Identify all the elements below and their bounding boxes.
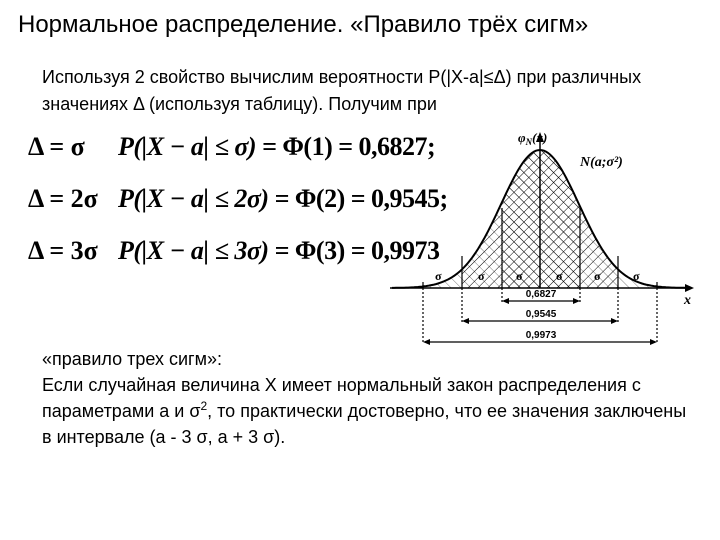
probability-lhs: P(|X − a| ≤ 2σ) = [118, 184, 295, 213]
svg-text:σ: σ [435, 269, 442, 283]
svg-text:σ: σ [556, 269, 563, 283]
rule-heading: «правило трех сигм»: [42, 349, 222, 369]
curve-label: N(a;σ²) [580, 155, 623, 170]
phi-value: Φ(3) = 0,9973 [294, 236, 440, 265]
interval-label-2: 0,9545 [525, 309, 557, 320]
slide-title: Нормальное распределение. «Правило трёх сигм» [18, 11, 589, 38]
interval-labels [526, 289, 557, 341]
normal-distribution-graph [380, 128, 700, 356]
y-axis-label: $\varphi_N(x)$ [518, 130, 548, 147]
delta-condition: Δ = 3σ [28, 236, 98, 265]
three-sigma-rule [42, 346, 692, 450]
svg-text:σ: σ [633, 269, 640, 283]
delta-condition: Δ = σ [28, 132, 85, 161]
intro-text: Используя 2 свойство вычислим вероятности P(|X-a|≤Δ) при различных значениях Δ (используя таблицу). Получим при [42, 67, 642, 114]
svg-text:σ: σ [478, 269, 485, 283]
delta-condition: Δ = 2σ [28, 184, 98, 213]
svg-text:σ: σ [516, 269, 523, 283]
probability-lhs: P(|X − a| ≤ σ) = [118, 132, 283, 161]
probability-lhs: P(|X − a| ≤ 3σ) = [118, 236, 295, 265]
superscript-two: 2 [200, 399, 208, 413]
interval-label-1: 0,6827 [525, 289, 557, 300]
svg-text:σ: σ [594, 269, 601, 283]
x-axis-label: x [684, 293, 691, 308]
phi-value: Φ(1) = 0,6827; [282, 132, 436, 161]
phi-value: Φ(2) = 0,9545; [294, 184, 448, 213]
interval-label-3: 0,9973 [525, 330, 557, 341]
rule-text: Если случайная величина X имеет нормальный закон распределения с параметрами a и $\sigma^2$, то практически достоверно, что ее значения заключены в интервале (a - 3 σ, a + 3 σ). [42, 375, 687, 447]
